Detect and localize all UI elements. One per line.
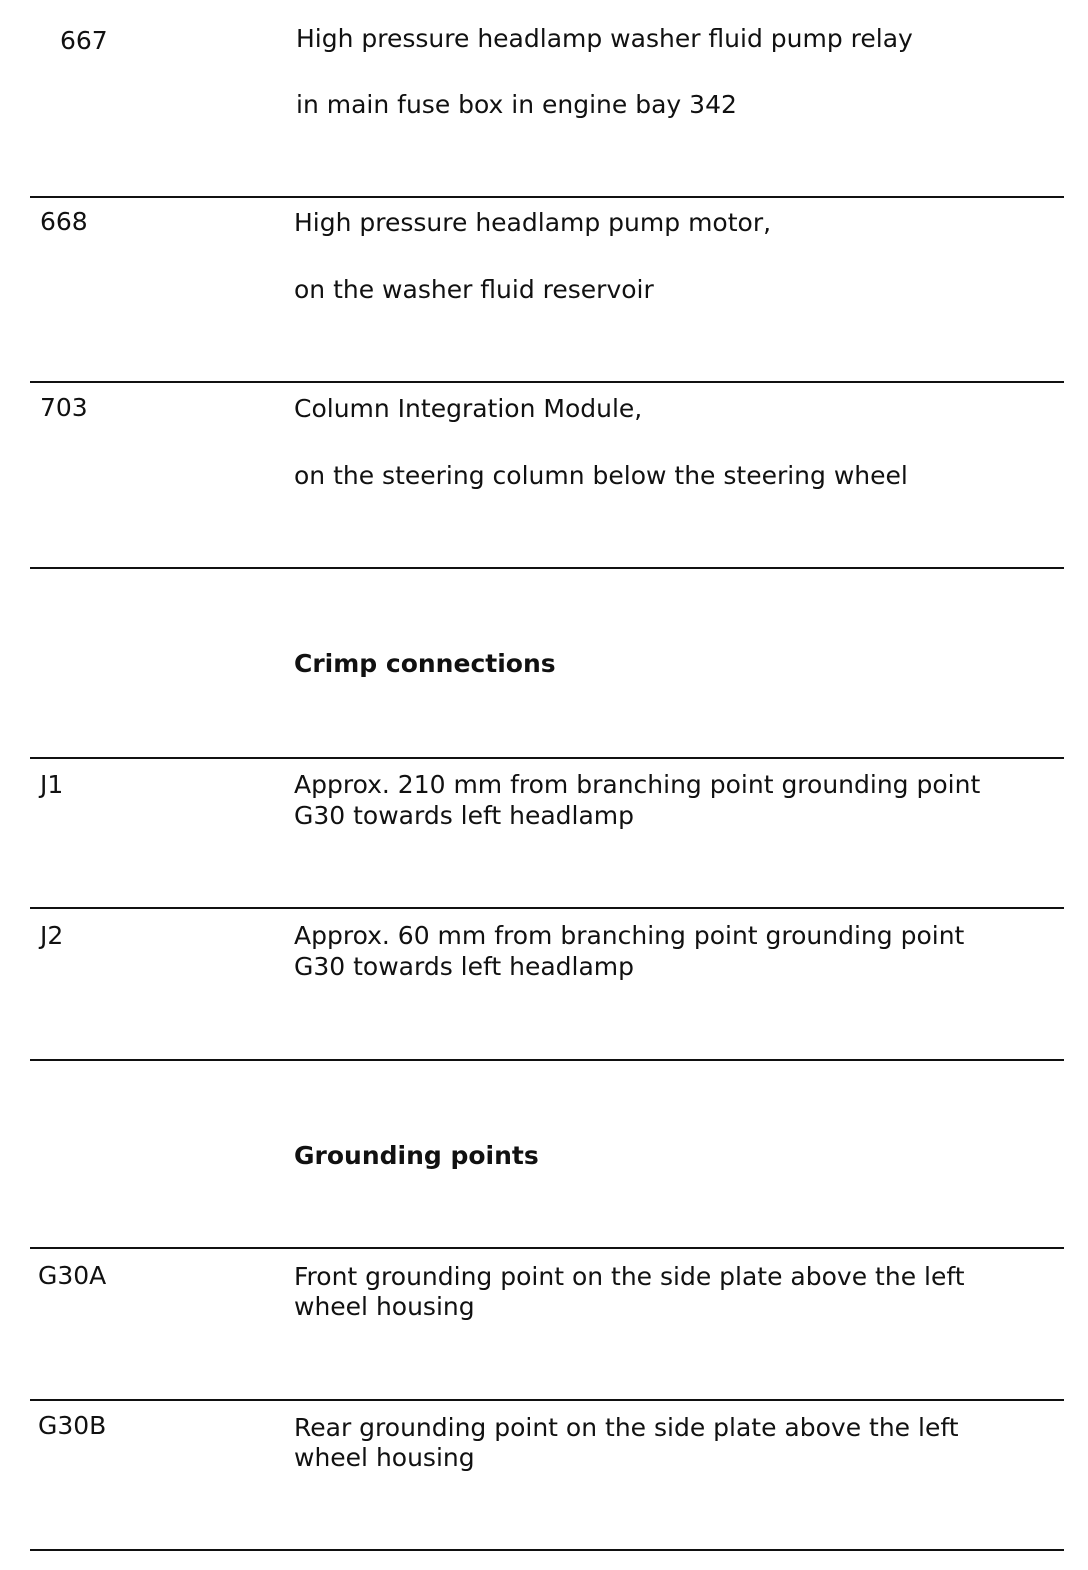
row-description-line2: on the steering column below the steering wheel: [294, 461, 908, 490]
row-description-line2: wheel housing: [294, 1292, 475, 1321]
row-description-line2: G30 towards left headlamp: [294, 801, 635, 830]
row-description-line2: G30 towards left headlamp: [294, 952, 635, 981]
row-code-g30a: G30A: [38, 1261, 107, 1290]
row-divider: [30, 1549, 1064, 1551]
row-code-668: 668: [40, 207, 88, 236]
row-divider: [30, 1247, 1064, 1249]
row-description-line2: in main fuse box in engine bay 342: [296, 90, 737, 119]
row-code-j2: J2: [40, 921, 64, 950]
row-description-line1: Column Integration Module,: [294, 394, 643, 423]
row-code-703: 703: [40, 393, 88, 422]
row-divider: [30, 381, 1064, 383]
row-divider: [30, 567, 1064, 569]
row-description-line2: wheel housing: [294, 1443, 475, 1472]
row-code-j1: J1: [40, 770, 64, 799]
row-divider: [30, 1059, 1064, 1061]
row-description-line1: Approx. 60 mm from branching point grounding point: [294, 921, 965, 950]
section-heading-grounding-points: Grounding points: [294, 1141, 539, 1170]
row-divider: [30, 907, 1064, 909]
row-description-line2: on the washer fluid reservoir: [294, 275, 654, 304]
row-description-line1: Approx. 210 mm from branching point grounding point: [294, 770, 981, 799]
section-heading-crimp-connections: Crimp connections: [294, 649, 556, 678]
row-description-line1: Rear grounding point on the side plate above the left: [294, 1413, 959, 1442]
row-divider: [30, 196, 1064, 198]
row-description-line1: High pressure headlamp washer fluid pump relay: [296, 24, 913, 53]
row-divider: [30, 757, 1064, 759]
row-code-667: 667: [60, 26, 108, 55]
row-divider: [30, 1399, 1064, 1401]
row-description-line1: Front grounding point on the side plate above the left: [294, 1262, 965, 1291]
row-code-g30b: G30B: [38, 1411, 107, 1440]
row-description-line1: High pressure headlamp pump motor,: [294, 208, 772, 237]
